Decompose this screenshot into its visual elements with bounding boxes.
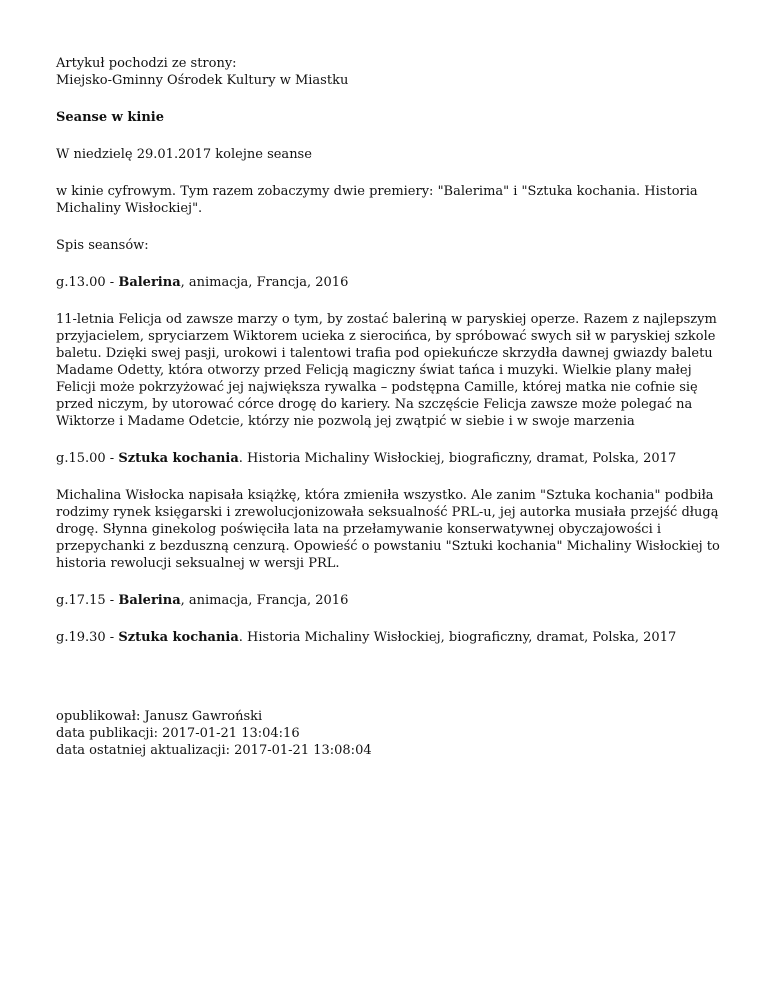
published-by: opublikował: Janusz Gawroński bbox=[56, 709, 263, 724]
article-intro: w kinie cyfrowym. Tym razem zobaczymy dwie premiery: "Balerima" i "Sztuka kochania. Historia Michaliny Wisłockiej". bbox=[56, 184, 698, 216]
screening-entry bbox=[56, 274, 728, 291]
publication-info bbox=[56, 708, 728, 759]
screening-title: Balerina bbox=[118, 593, 181, 608]
screening-entry bbox=[56, 629, 728, 646]
screening-details: , animacja, Francja, 2016 bbox=[180, 275, 349, 290]
screening-title: Sztuka kochania bbox=[118, 451, 239, 466]
source-organization: Miejsko-Gminny Ośrodek Kultury w Miastku bbox=[56, 73, 349, 88]
screening-entry bbox=[56, 450, 728, 467]
source-label: Artykuł pochodzi ze strony: bbox=[56, 56, 237, 71]
screening-time: g.13.00 - bbox=[56, 275, 119, 290]
screening-time: g.17.15 - bbox=[56, 593, 119, 608]
screening-title: Sztuka kochania bbox=[118, 630, 239, 645]
article-title: Seanse w kinie bbox=[56, 110, 164, 125]
screening-details: , animacja, Francja, 2016 bbox=[180, 593, 349, 608]
publication-date: data publikacji: 2017-01-21 13:04:16 bbox=[56, 726, 300, 741]
screening-entry bbox=[56, 592, 728, 609]
screenings-heading: Spis seansów: bbox=[56, 238, 149, 253]
screening-details: . Historia Michaliny Wisłockiej, biograficzny, dramat, Polska, 2017 bbox=[238, 451, 677, 466]
screening-time: g.15.00 - bbox=[56, 451, 119, 466]
article-lead: W niedzielę 29.01.2017 kolejne seanse bbox=[56, 147, 312, 162]
screening-details: . Historia Michaliny Wisłockiej, biograficzny, dramat, Polska, 2017 bbox=[238, 630, 677, 645]
source-info bbox=[56, 55, 728, 89]
screening-time: g.19.30 - bbox=[56, 630, 119, 645]
last-update-date: data ostatniej aktualizacji: 2017-01-21 13:08:04 bbox=[56, 743, 372, 758]
screening-description: Michalina Wisłocka napisała książkę, która zmieniła wszystko. Ale zanim "Sztuka kochania" podbiła rodzimy rynek księgarski i zrewolucjonizowała seksualność PRL-u, jej autorka musiała przejść długą drogę. Słynna ginekolog poświęciła lata na przełamywanie konserwatywnej obyczajowości i przepychanki z bezduszną cenzurą. Opowieść o powstaniu "Sztuki kochania" Michaliny Wisłockiej to historia rewolucji seksualnej w wersji PRL. bbox=[56, 488, 720, 571]
screening-description: 11-letnia Felicja od zawsze marzy o tym, by zostać baleriną w paryskiej operze. Razem z najlepszym przyjacielem, spryciarzem Wiktorem ucieka z sierocińca, by spróbować swych sił w paryskiej szkole baletu. Dzięki swej pasji, urokowi i talentowi trafia pod opiekuńcze skrzydła dawnej gwiazdy baletu Madame Odetty, która otworzy przed Felicją magiczny świat tańca i muzyki. Wielkie plany małej Felicji może pokrzyżować jej największa rywalka – podstępna Camille, której matka nie cofnie się przed niczym, by utorować córce drogę do kariery. Na szczęście Felicja zawsze może polegać na Wiktorze i Madame Odetcie, którzy nie pozwolą jej zwątpić w siebie i w swoje marzenia bbox=[56, 312, 717, 429]
screening-title: Balerina bbox=[118, 275, 181, 290]
